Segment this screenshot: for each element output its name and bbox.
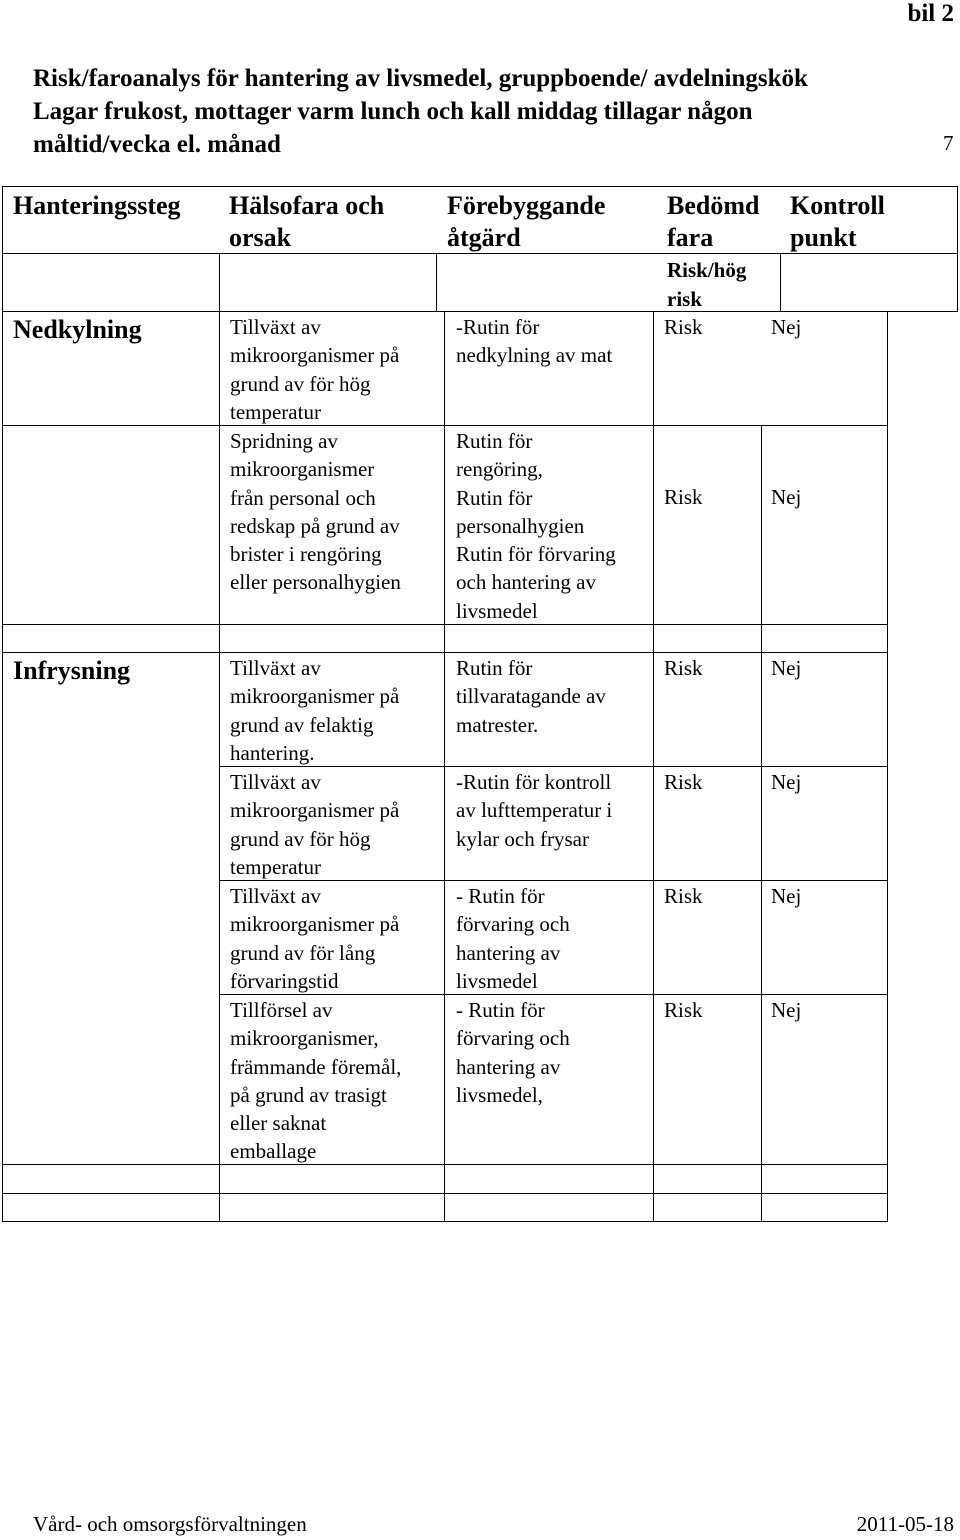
- header-step: Hanteringssteg: [13, 191, 181, 220]
- measure-line: Rutin för: [456, 429, 533, 453]
- step-name: Infrysning: [13, 656, 131, 685]
- hazard-line: Tillväxt av: [230, 315, 321, 339]
- measure-line: matrester.: [456, 712, 539, 737]
- hazard-line: förvaringstid: [230, 968, 339, 993]
- hazard-line: emballage: [230, 1139, 317, 1164]
- measure-line: - Rutin för: [456, 998, 545, 1022]
- grid-line: [436, 253, 437, 311]
- grid-line: [2, 186, 3, 1222]
- hazard-line: grund av för hög: [230, 826, 371, 851]
- header-hazard-line: orsak: [229, 223, 292, 252]
- header-hazard-line: Hälsofara och: [229, 191, 385, 220]
- grid-line: [219, 253, 220, 1222]
- hazard-line: Tillväxt av: [230, 884, 321, 908]
- hazard-line: mikroorganismer: [230, 457, 375, 482]
- measure-line: Rutin för: [456, 485, 533, 510]
- hazard-line: Tillförsel av: [230, 998, 333, 1022]
- hazard-line: grund av felaktig: [230, 712, 374, 737]
- hazard-line: främmande föremål,: [230, 1054, 402, 1079]
- title-line-3: måltid/vecka el. månad: [33, 131, 281, 158]
- measure-line: livsmedel,: [456, 1082, 543, 1107]
- measure-line: förvaring och: [456, 912, 570, 937]
- grid-line: [2, 186, 958, 187]
- header-measure-line: åtgärd: [447, 223, 521, 252]
- hazard-line: från personal och: [230, 485, 376, 510]
- measure-line: förvaring och: [456, 1026, 570, 1051]
- grid-line: [2, 425, 888, 426]
- grid-line: [887, 311, 888, 1222]
- measure-line: rengöring,: [456, 457, 543, 482]
- control-cell: Nej: [771, 315, 802, 339]
- hazard-line: hantering.: [230, 740, 315, 765]
- header-assessed-sub: [667, 256, 746, 314]
- grid-line: [780, 253, 781, 311]
- hazard-line: grund av för hög: [230, 371, 371, 396]
- measure-line: kylar och frysar: [456, 826, 589, 851]
- measure-line: och hantering av: [456, 570, 596, 595]
- grid-line: [2, 311, 958, 312]
- header-assessed: [667, 190, 759, 254]
- header-assessed-sub-line: Risk/hög: [667, 258, 747, 282]
- risk-cell: Risk: [664, 770, 703, 794]
- grid-line: [653, 311, 654, 1222]
- header-control-line: punkt: [790, 223, 857, 252]
- header-hazard: [229, 190, 384, 254]
- hazard-cell: [230, 427, 401, 597]
- measure-cell: [456, 882, 570, 995]
- grid-line: [2, 1193, 888, 1194]
- measure-line: av lufttemperatur i: [456, 798, 613, 823]
- title-line-1: Risk/faroanalys för hantering av livsmedel, gruppboende/ avdelningskök: [33, 65, 808, 92]
- header-assessed-line: fara: [667, 223, 714, 252]
- measure-line: livsmedel: [456, 598, 538, 623]
- risk-cell: Risk: [664, 485, 703, 509]
- hazard-line: Tillväxt av: [230, 656, 321, 680]
- measure-line: - Rutin för: [456, 884, 545, 908]
- measure-line: tillvaratagande av: [456, 684, 606, 709]
- hazard-line: mikroorganismer,: [230, 1026, 379, 1051]
- risk-cell: Risk: [664, 884, 703, 908]
- page-number: 7: [943, 131, 954, 155]
- hazard-line: eller personalhygien: [230, 570, 401, 595]
- measure-line: hantering av: [456, 1054, 561, 1079]
- control-cell: Nej: [771, 998, 802, 1022]
- measure-line: livsmedel: [456, 968, 538, 993]
- measure-line: Rutin för förvaring: [456, 542, 616, 567]
- measure-cell: [456, 654, 606, 739]
- step-name: Nedkylning: [13, 315, 142, 344]
- measure-cell: [456, 768, 612, 853]
- risk-cell: Risk: [664, 998, 703, 1022]
- grid-line: [2, 624, 888, 625]
- measure-cell: [456, 313, 612, 370]
- hazard-line: temperatur: [230, 854, 321, 879]
- document-title: [33, 62, 933, 161]
- control-cell: Nej: [771, 485, 802, 509]
- hazard-line: brister i rengöring: [230, 542, 382, 567]
- control-cell: Nej: [771, 884, 802, 908]
- measure-line: nedkylning av mat: [456, 343, 613, 368]
- risk-cell: Risk: [664, 315, 703, 339]
- hazard-line: Spridning av: [230, 429, 338, 453]
- hazard-cell: [230, 882, 399, 995]
- grid-line: [2, 652, 888, 653]
- grid-line: [444, 311, 445, 1222]
- hazard-cell: [230, 313, 399, 426]
- grid-line: [2, 1221, 888, 1222]
- hazard-cell: [230, 996, 401, 1166]
- header-assessed-sub-line: risk: [667, 287, 703, 311]
- hazard-line: mikroorganismer på: [230, 912, 400, 937]
- hazard-line: mikroorganismer på: [230, 684, 400, 709]
- header-measure-line: Förebyggande: [447, 191, 606, 220]
- measure-line: hantering av: [456, 940, 561, 965]
- hazard-line: mikroorganismer på: [230, 343, 400, 368]
- header-control: [790, 190, 885, 254]
- hazard-cell: [230, 654, 399, 767]
- measure-line: personalhygien: [456, 513, 585, 538]
- control-cell: Nej: [771, 770, 802, 794]
- measure-cell: [456, 427, 616, 625]
- measure-line: -Rutin för: [456, 315, 540, 339]
- header-assessed-line: Bedömd: [667, 191, 760, 220]
- grid-line: [2, 1164, 888, 1165]
- hazard-line: redskap på grund av: [230, 513, 400, 538]
- hazard-line: på grund av trasigt: [230, 1082, 387, 1107]
- page-label: bil 2: [907, 0, 954, 27]
- header-control-line: Kontroll: [790, 191, 885, 220]
- control-cell: Nej: [771, 656, 802, 680]
- title-line-2: Lagar frukost, mottager varm lunch och kall middag tillagar någon: [33, 98, 753, 125]
- hazard-line: mikroorganismer på: [230, 798, 400, 823]
- footer-organization: Vård- och omsorgsförvaltningen: [33, 1512, 307, 1536]
- hazard-line: temperatur: [230, 399, 321, 424]
- measure-line: -Rutin för kontroll: [456, 770, 612, 794]
- header-measure: [447, 190, 605, 254]
- grid-line: [957, 186, 958, 312]
- measure-cell: [456, 996, 570, 1109]
- hazard-line: Tillväxt av: [230, 770, 321, 794]
- hazard-line: grund av för lång: [230, 940, 376, 965]
- footer-date: 2011-05-18: [856, 1512, 954, 1536]
- measure-line: Rutin för: [456, 656, 533, 680]
- hazard-cell: [230, 768, 399, 881]
- grid-line: [761, 425, 762, 1222]
- hazard-line: eller saknat: [230, 1111, 327, 1136]
- risk-cell: Risk: [664, 656, 703, 680]
